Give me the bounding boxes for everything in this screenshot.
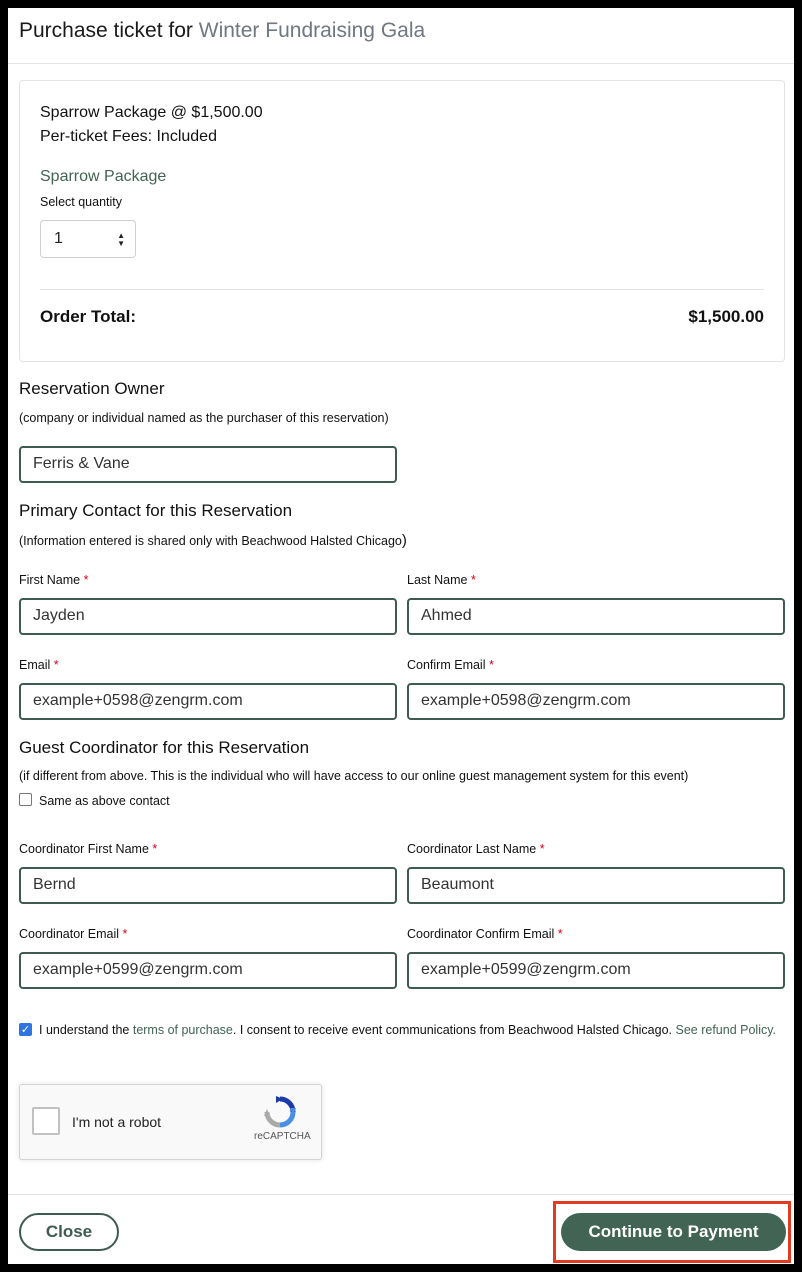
check-icon: ✓ — [20, 1024, 31, 1036]
package-price-line: Sparrow Package @ $1,500.00 — [40, 104, 263, 121]
coordinator-first-name-input[interactable]: Bernd — [19, 867, 397, 904]
reservation-owner-input[interactable]: Ferris & Vane — [19, 446, 397, 483]
coordinator-last-name-label-text: Coordinator Last Name — [407, 842, 537, 856]
order-total-value: $1,500.00 — [688, 307, 764, 326]
quantity-value: 1 — [54, 230, 63, 247]
first-name-label-text: First Name — [19, 573, 81, 587]
quantity-label: Select quantity — [40, 195, 122, 209]
reservation-owner-note: (company or individual named as the purchaser of this reservation) — [19, 411, 389, 425]
primary-contact-title: Primary Contact for this Reservation — [19, 501, 293, 520]
consent-text-before: I understand the — [39, 1023, 130, 1037]
refund-policy-link[interactable]: See refund Policy. — [675, 1023, 777, 1037]
last-name-label-text: Last Name — [407, 573, 468, 587]
coordinator-email-input[interactable]: example+0599@zengrm.com — [19, 952, 397, 989]
first-name-input[interactable]: Jayden — [19, 598, 397, 635]
primary-contact-note-text: (Information entered is shared only with Beachwood Halsted Chicago — [19, 534, 402, 548]
required-marker: * — [122, 927, 128, 941]
email-label — [19, 658, 59, 672]
fees-line: Per-ticket Fees: Included — [40, 128, 217, 145]
required-marker: * — [470, 573, 476, 587]
primary-contact-note-paren: ) — [401, 532, 407, 549]
package-name: Sparrow Package — [40, 168, 167, 185]
terms-of-purchase-link[interactable]: terms of purchase — [132, 1023, 233, 1037]
confirm-email-label — [407, 658, 494, 672]
order-total-label: Order Total: — [40, 307, 137, 326]
modal-title-prefix: Purchase ticket for — [19, 19, 193, 42]
confirm-email-label-text: Confirm Email — [407, 658, 486, 672]
coordinator-email-label-text: Coordinator Email — [19, 927, 120, 941]
select-arrows-icon: ▲ ▼ — [117, 231, 125, 248]
recaptcha-logo-icon — [263, 1095, 297, 1129]
coordinator-confirm-email-label-text: Coordinator Confirm Email — [407, 927, 555, 941]
consent-text — [19, 1021, 779, 1040]
purchase-ticket-modal — [8, 8, 794, 1264]
required-marker: * — [488, 658, 494, 672]
required-marker: * — [152, 842, 158, 856]
coordinator-confirm-email-label — [407, 927, 563, 941]
recaptcha-brand: reCAPTCHA — [254, 1131, 311, 1142]
coordinator-last-name-label — [407, 842, 545, 856]
close-button[interactable]: Close — [19, 1213, 119, 1251]
divider — [40, 289, 764, 290]
same-as-contact-checkbox[interactable] — [19, 793, 32, 806]
coordinator-email-label — [19, 927, 127, 941]
continue-to-payment-button[interactable]: Continue to Payment — [561, 1213, 786, 1251]
guest-coordinator-note: (if different from above. This is the individual who will have access to our online guest management system for this event) — [19, 769, 689, 783]
modal-title — [19, 19, 425, 43]
primary-contact-note — [19, 532, 407, 549]
first-name-label — [19, 573, 88, 587]
reservation-owner-title: Reservation Owner — [19, 379, 165, 398]
event-name: Winter Fundraising Gala — [198, 19, 426, 42]
coordinator-first-name-label — [19, 842, 157, 856]
same-as-contact-label: Same as above contact — [39, 794, 170, 808]
recaptcha-widget — [19, 1084, 322, 1160]
modal-footer — [8, 1194, 794, 1264]
last-name-label — [407, 573, 476, 587]
coordinator-first-name-label-text: Coordinator First Name — [19, 842, 149, 856]
guest-coordinator-title: Guest Coordinator for this Reservation — [19, 738, 310, 757]
modal-header — [8, 8, 794, 64]
quantity-select[interactable] — [40, 220, 136, 258]
required-marker: * — [539, 842, 545, 856]
coordinator-last-name-input[interactable]: Beaumont — [407, 867, 785, 904]
confirm-email-input[interactable]: example+0598@zengrm.com — [407, 683, 785, 720]
consent-text-after: . I consent to receive event communications from Beachwood Halsted Chicago. — [232, 1023, 673, 1037]
required-marker: * — [83, 573, 89, 587]
recaptcha-label: I'm not a robot — [72, 1114, 162, 1130]
email-input[interactable]: example+0598@zengrm.com — [19, 683, 397, 720]
email-label-text: Email — [19, 658, 51, 672]
coordinator-confirm-email-input[interactable]: example+0599@zengrm.com — [407, 952, 785, 989]
recaptcha-checkbox[interactable] — [32, 1107, 60, 1135]
required-marker: * — [557, 927, 563, 941]
required-marker: * — [53, 658, 59, 672]
last-name-input[interactable]: Ahmed — [407, 598, 785, 635]
ticket-summary-card — [19, 80, 785, 362]
